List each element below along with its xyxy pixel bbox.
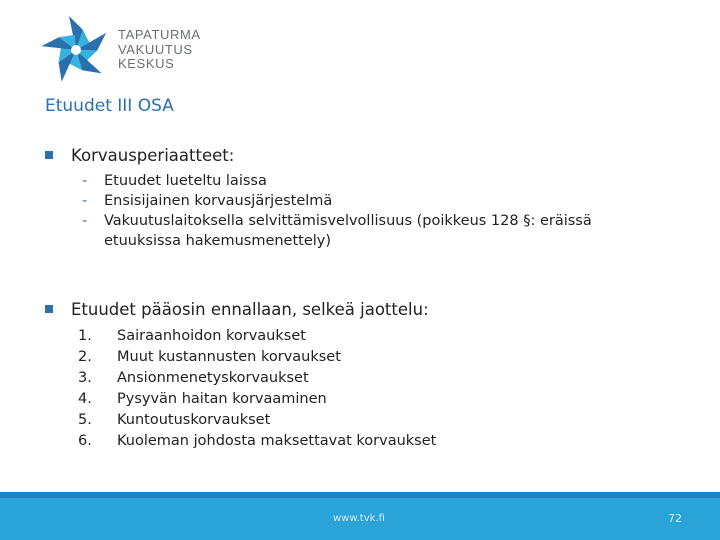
- logo-line-2: VAKUUTUS: [118, 41, 193, 57]
- list-item: - Etuudet lueteltu laissa: [82, 173, 267, 189]
- footer-divider: [0, 492, 720, 498]
- logo-line-1: TAPATURMA: [118, 27, 201, 42]
- logo-wordmark: [118, 28, 201, 72]
- footer-bar: [0, 492, 720, 540]
- slide-title: Etuudet III OSA: [45, 96, 174, 116]
- logo-line-3: KESKUS: [118, 56, 175, 71]
- dash-bullet-icon: -: [82, 193, 88, 209]
- dash-bullet-icon: -: [82, 173, 88, 189]
- tvk-logo-icon: [40, 14, 112, 86]
- square-bullet-icon: [45, 151, 53, 159]
- list-item: - Ensisijainen korvausjärjestelmä: [82, 193, 333, 209]
- footer-url[interactable]: www.tvk.fi: [333, 513, 385, 524]
- square-bullet-icon: [45, 305, 53, 313]
- section-1-list: [82, 171, 664, 251]
- section-2-heading: Etuudet pääosin ennallaan, selkeä jaottelu:: [71, 300, 429, 319]
- page-number: 72: [668, 512, 682, 525]
- dash-bullet-icon: -: [82, 213, 88, 229]
- section-1-heading: Korvausperiaatteet:: [71, 146, 235, 165]
- list-item: - Vakuutuslaitoksella selvittämisvelvollisuus (poikkeus 128 §: eräissä etuuksissa hakemusmenettely): [82, 213, 592, 249]
